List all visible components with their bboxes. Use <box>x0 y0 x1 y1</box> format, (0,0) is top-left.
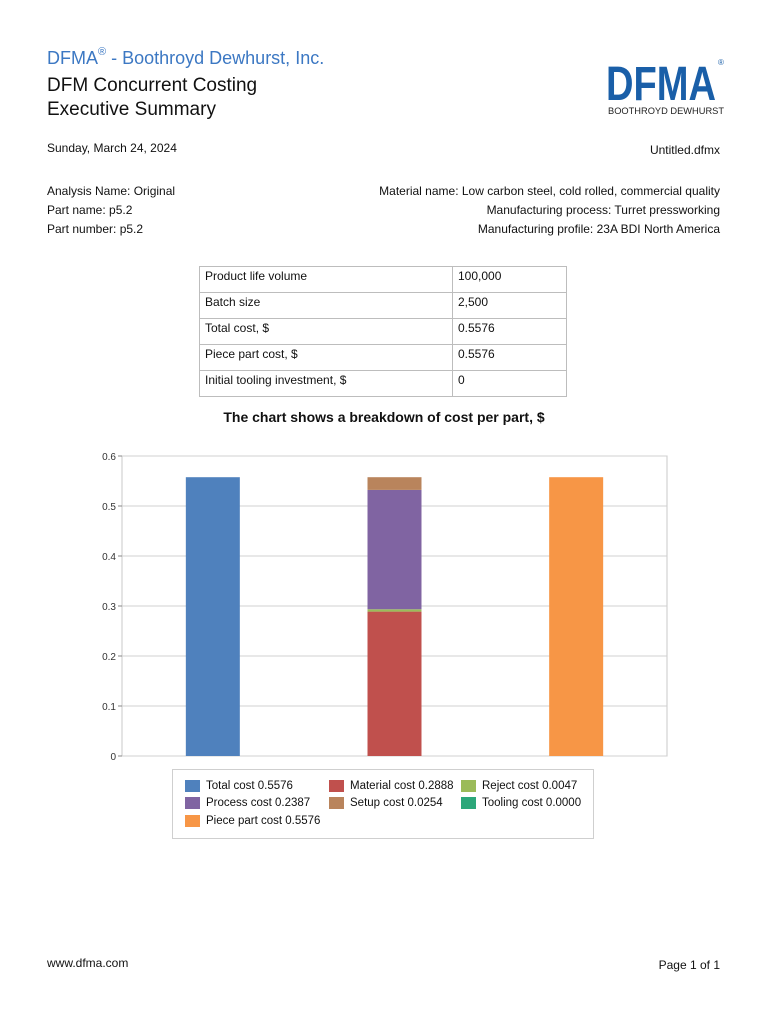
report-date: Sunday, March 24, 2024 <box>47 141 177 155</box>
legend-entry <box>185 797 310 809</box>
bar-segment <box>549 477 603 756</box>
row-value: 0 <box>453 371 567 397</box>
analysis-name: Analysis Name: Original <box>47 184 176 198</box>
legend-label: Total cost 0.5576 <box>206 780 293 792</box>
legend-label: Setup cost 0.0254 <box>350 797 443 809</box>
row-label: Batch size <box>200 293 453 319</box>
y-tick-label: 0.4 <box>102 552 116 563</box>
brand-name: DFMA <box>47 48 98 68</box>
bar-segment <box>368 609 422 611</box>
row-value: 0.5576 <box>453 319 567 345</box>
legend-swatch <box>185 780 200 792</box>
legend-swatch <box>329 797 344 809</box>
bar-segment <box>368 612 422 756</box>
bar-segment <box>368 477 422 490</box>
row-label: Initial tooling investment, $ <box>200 371 453 397</box>
manufacturing-profile: Manufacturing profile: 23A BDI North America <box>477 222 720 236</box>
row-value: 100,000 <box>453 267 567 293</box>
report-title-line2: Executive Summary <box>47 99 216 120</box>
part-number: Part number: p5.2 <box>47 222 144 236</box>
legend-swatch <box>185 797 200 809</box>
logo-wordmark: DFMA <box>606 58 716 111</box>
legend-label: Material cost 0.2888 <box>350 780 454 792</box>
cost-breakdown-chart <box>92 446 676 766</box>
y-tick-label: 0.6 <box>102 452 116 463</box>
legend-swatch <box>185 815 200 827</box>
table-row <box>200 267 567 293</box>
y-tick-label: 0.2 <box>102 652 116 663</box>
y-tick-label: 0.1 <box>102 702 116 713</box>
chart-title: The chart shows a breakdown of cost per part, $ <box>223 409 545 425</box>
legend-swatch <box>329 780 344 792</box>
row-label: Total cost, $ <box>200 319 453 345</box>
legend-label: Process cost 0.2387 <box>206 797 311 809</box>
legend-entry <box>461 780 577 792</box>
y-tick-label: 0.5 <box>102 502 116 513</box>
logo-company-name: BOOTHROYD DEWHURST <box>608 106 725 117</box>
logo-registered-mark: ® <box>718 58 724 67</box>
y-tick-label: 0.3 <box>102 602 116 613</box>
row-label: Piece part cost, $ <box>200 345 453 371</box>
manufacturing-process: Manufacturing process: Turret pressworking <box>486 203 720 217</box>
cost-summary-table <box>199 266 567 397</box>
website-link[interactable]: www.dfma.com <box>47 956 129 970</box>
chart-legend <box>172 769 594 839</box>
legend-entry <box>329 780 454 792</box>
part-name: Part name: p5.2 <box>47 203 133 217</box>
legend-entry <box>329 797 443 809</box>
file-name: Untitled.dfmx <box>649 143 720 157</box>
table-row <box>200 371 567 397</box>
legend-entry <box>185 780 293 792</box>
y-tick-label: 0 <box>110 752 116 763</box>
dfma-logo <box>604 56 728 118</box>
legend-entry <box>185 815 320 827</box>
brand-company: - Boothroyd Dewhurst, Inc. <box>106 48 325 68</box>
table-row <box>200 345 567 371</box>
legend-label: Tooling cost 0.0000 <box>482 797 582 809</box>
row-value: 2,500 <box>453 293 567 319</box>
bar-segment <box>368 490 422 609</box>
brand-heading <box>47 48 324 69</box>
legend-entry <box>461 797 581 809</box>
legend-swatch <box>461 797 476 809</box>
legend-label: Reject cost 0.0047 <box>482 780 578 792</box>
report-title-line1: DFM Concurrent Costing <box>47 75 258 96</box>
legend-swatch <box>461 780 476 792</box>
row-value: 0.5576 <box>453 345 567 371</box>
table-row <box>200 319 567 345</box>
material-name: Material name: Low carbon steel, cold rolled, commercial quality <box>379 184 720 198</box>
table-row <box>200 293 567 319</box>
row-label: Product life volume <box>200 267 453 293</box>
registered-mark: ® <box>98 46 107 58</box>
legend-label: Piece part cost 0.5576 <box>206 815 321 827</box>
bar-segment <box>186 477 240 756</box>
page-number: Page 1 of 1 <box>658 958 720 972</box>
